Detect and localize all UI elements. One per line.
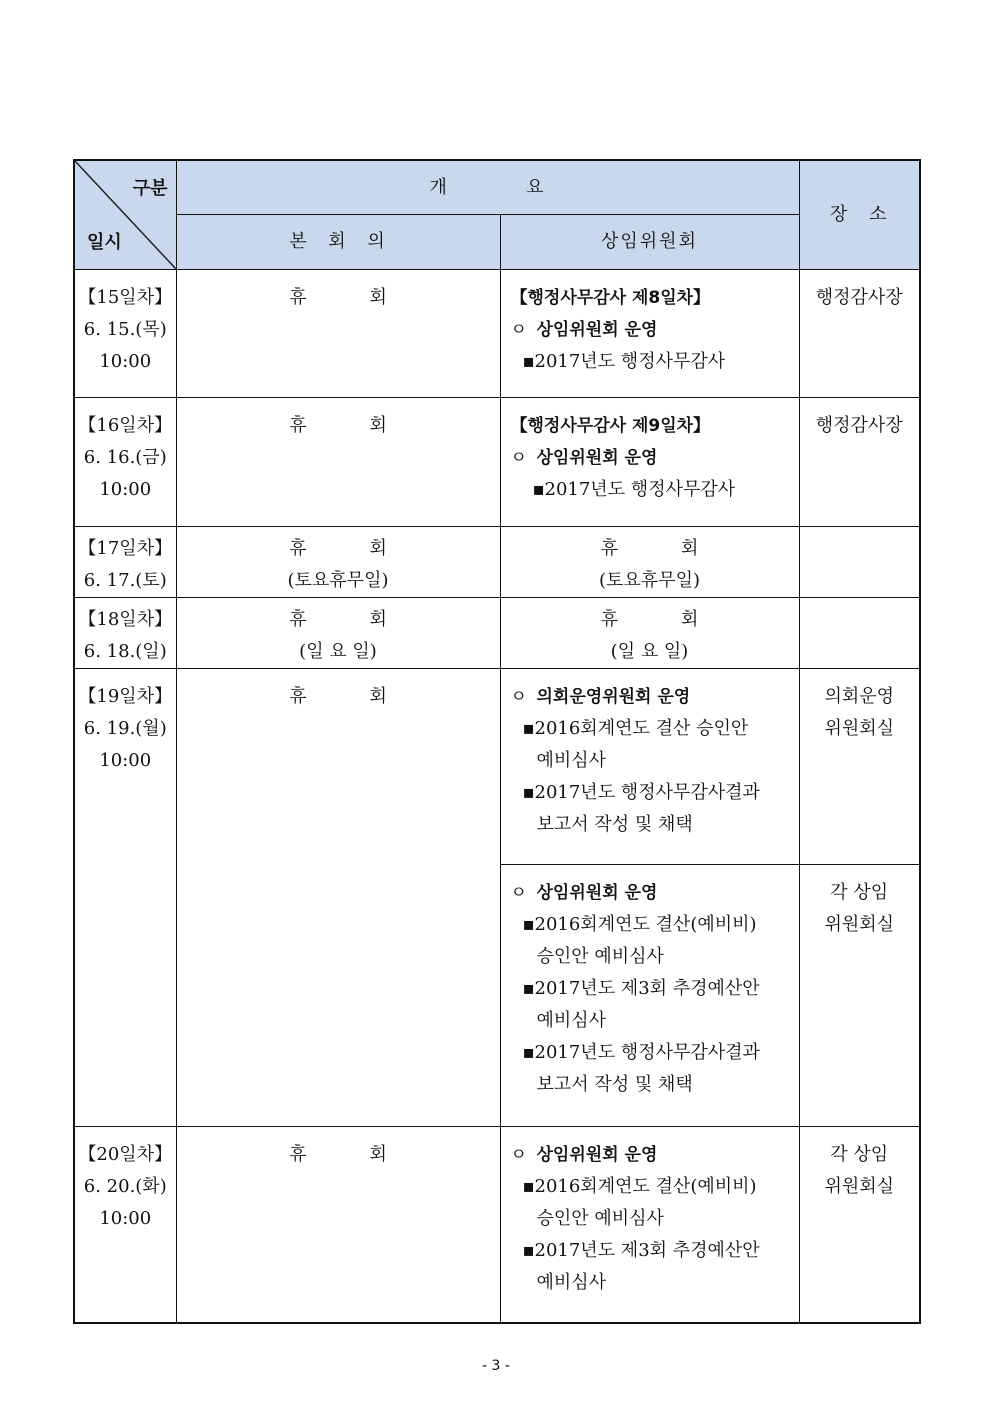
committee-cell: ㅇ 상임위원회 운영 ▪2016회계연도 결산(예비비) 승인안 예비심사 ▪2017년도 제3회 추경예산안 예비심사 bbox=[500, 1127, 799, 1323]
plenary-cell: 휴 회 bbox=[176, 270, 500, 398]
table-row bbox=[74, 598, 920, 669]
square-bullet-icon: ▪ bbox=[522, 351, 535, 372]
date-cell: 【18일차】 6. 18.(일) bbox=[74, 598, 176, 669]
place-cell: 의회운영 위원회실 bbox=[799, 669, 920, 865]
committee-cell: 휴 회 (일 요 일) bbox=[500, 598, 799, 669]
square-bullet-icon: ▪ bbox=[522, 1042, 535, 1063]
place-cell: 각 상임 위원회실 bbox=[799, 865, 920, 1127]
plenary-cell: 휴 회 (토요휴무일) bbox=[176, 527, 500, 598]
circle-bullet-icon: ㅇ bbox=[510, 320, 527, 340]
square-bullet-icon: ▪ bbox=[522, 782, 535, 803]
square-bullet-icon: ▪ bbox=[532, 479, 545, 500]
square-bullet-icon: ▪ bbox=[522, 1240, 535, 1261]
plenary-cell: 휴 회 (일 요 일) bbox=[176, 598, 500, 669]
square-bullet-icon: ▪ bbox=[522, 718, 535, 739]
header-committee: 상임위원회 bbox=[500, 215, 799, 270]
circle-bullet-icon: ㅇ bbox=[510, 883, 527, 903]
header-category: 구분 bbox=[132, 178, 168, 199]
committee-cell: 【행정사무감사 제8일차】 ㅇ 상임위원회 운영 ▪2017년도 행정사무감사 bbox=[500, 270, 799, 398]
date-cell: 【19일차】 6. 19.(월) 10:00 bbox=[74, 669, 176, 1127]
table-row bbox=[74, 669, 920, 865]
committee-cell: 【행정사무감사 제9일차】 ㅇ 상임위원회 운영 ▪2017년도 행정사무감사 bbox=[500, 398, 799, 527]
page-number: - 3 - bbox=[482, 1358, 510, 1374]
place-cell: 행정감사장 bbox=[799, 398, 920, 527]
committee-cell: ㅇ 상임위원회 운영 ▪2016회계연도 결산(예비비) 승인안 예비심사 ▪2017년도 제3회 추경예산안 예비심사 ▪2017년도 행정사무감사결과 보고서 작성 및 채택 bbox=[500, 865, 799, 1127]
circle-bullet-icon: ㅇ bbox=[510, 448, 527, 468]
place-cell bbox=[799, 598, 920, 669]
place-cell bbox=[799, 527, 920, 598]
table-row bbox=[74, 1127, 920, 1323]
table-row bbox=[74, 398, 920, 527]
square-bullet-icon: ▪ bbox=[522, 1176, 535, 1197]
header-overview: 개 요 bbox=[176, 160, 799, 215]
date-cell: 【17일차】 6. 17.(토) bbox=[74, 527, 176, 598]
table-row bbox=[74, 527, 920, 598]
plenary-cell: 휴 회 bbox=[176, 669, 500, 1127]
plenary-cell: 휴 회 bbox=[176, 398, 500, 527]
header-place: 장 소 bbox=[799, 160, 920, 270]
place-cell: 각 상임 위원회실 bbox=[799, 1127, 920, 1323]
date-cell: 【16일차】 6. 16.(금) 10:00 bbox=[74, 398, 176, 527]
table-row bbox=[74, 270, 920, 398]
date-cell: 【15일차】 6. 15.(목) 10:00 bbox=[74, 270, 176, 398]
place-cell: 행정감사장 bbox=[799, 270, 920, 398]
date-cell: 【20일차】 6. 20.(화) 10:00 bbox=[74, 1127, 176, 1323]
schedule-table bbox=[73, 159, 921, 1324]
header-plenary: 본 회 의 bbox=[176, 215, 500, 270]
circle-bullet-icon: ㅇ bbox=[510, 687, 527, 707]
circle-bullet-icon: ㅇ bbox=[510, 1145, 527, 1165]
square-bullet-icon: ▪ bbox=[522, 978, 535, 999]
header-datetime: 일시 bbox=[87, 232, 122, 253]
header-diagonal-cell bbox=[74, 160, 176, 270]
committee-cell: ㅇ 의회운영위원회 운영 ▪2016회계연도 결산 승인안 예비심사 ▪2017년도 행정사무감사결과 보고서 작성 및 채택 bbox=[500, 669, 799, 865]
plenary-cell: 휴 회 bbox=[176, 1127, 500, 1323]
square-bullet-icon: ▪ bbox=[522, 914, 535, 935]
committee-cell: 휴 회 (토요휴무일) bbox=[500, 527, 799, 598]
